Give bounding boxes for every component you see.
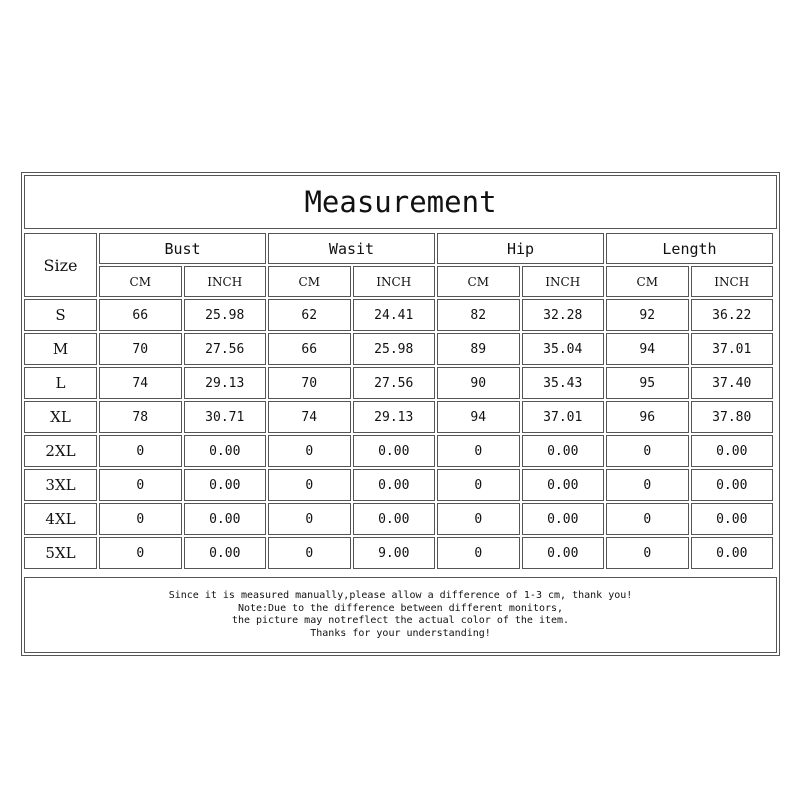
cm-value-cell: 70 [268,367,351,399]
size-cell: 2XL [24,435,97,467]
inch-value-cell: 0.00 [522,435,605,467]
table-row [24,503,773,535]
disclaimer-note [24,577,777,653]
cm-value-cell: 94 [606,333,689,365]
size-chart [21,172,780,656]
cm-value-cell: 0 [268,537,351,569]
cm-value-cell: 0 [437,503,520,535]
inch-value-cell: 32.28 [522,299,605,331]
cm-value-cell: 66 [268,333,351,365]
table-row [24,435,773,467]
inch-value-cell: 0.00 [184,469,267,501]
unit-header-cm: CM [99,266,182,297]
inch-value-cell: 29.13 [353,401,436,433]
cm-value-cell: 0 [606,469,689,501]
inch-value-cell: 37.80 [691,401,774,433]
cm-value-cell: 0 [99,503,182,535]
group-header-hip: Hip [437,233,604,264]
chart-title: Measurement [24,175,777,229]
cm-value-cell: 96 [606,401,689,433]
unit-header-inch: INCH [184,266,267,297]
cm-value-cell: 0 [437,537,520,569]
cm-value-cell: 95 [606,367,689,399]
inch-value-cell: 0.00 [353,469,436,501]
cm-value-cell: 89 [437,333,520,365]
cm-value-cell: 90 [437,367,520,399]
unit-header-inch: INCH [353,266,436,297]
inch-value-cell: 9.00 [353,537,436,569]
inch-value-cell: 27.56 [184,333,267,365]
table-row [24,401,773,433]
inch-value-cell: 0.00 [184,537,267,569]
group-header-bust: Bust [99,233,266,264]
table-row [24,469,773,501]
cm-value-cell: 70 [99,333,182,365]
inch-value-cell: 37.01 [522,401,605,433]
size-column-header: Size [24,233,97,297]
cm-value-cell: 0 [99,435,182,467]
cm-value-cell: 0 [268,469,351,501]
inch-value-cell: 29.13 [184,367,267,399]
inch-value-cell: 25.98 [353,333,436,365]
cm-value-cell: 94 [437,401,520,433]
table-row [24,299,773,331]
note-line: Thanks for your understanding! [310,627,491,639]
cm-value-cell: 82 [437,299,520,331]
size-cell: 5XL [24,537,97,569]
inch-value-cell: 25.98 [184,299,267,331]
cm-value-cell: 74 [99,367,182,399]
inch-value-cell: 36.22 [691,299,774,331]
inch-value-cell: 0.00 [691,503,774,535]
cm-value-cell: 78 [99,401,182,433]
size-cell: S [24,299,97,331]
group-header-waist: Wasit [268,233,435,264]
size-cell: M [24,333,97,365]
inch-value-cell: 0.00 [353,435,436,467]
inch-value-cell: 0.00 [691,435,774,467]
inch-value-cell: 0.00 [184,435,267,467]
unit-header-row [24,266,773,297]
inch-value-cell: 30.71 [184,401,267,433]
table-row [24,367,773,399]
inch-value-cell: 35.43 [522,367,605,399]
cm-value-cell: 0 [268,503,351,535]
unit-header-inch: INCH [522,266,605,297]
inch-value-cell: 0.00 [522,469,605,501]
size-cell: 3XL [24,469,97,501]
unit-header-cm: CM [437,266,520,297]
size-cell: L [24,367,97,399]
cm-value-cell: 66 [99,299,182,331]
inch-value-cell: 35.04 [522,333,605,365]
cm-value-cell: 0 [268,435,351,467]
measurement-table [22,231,775,571]
cm-value-cell: 0 [606,503,689,535]
group-header-row [24,233,773,264]
cm-value-cell: 74 [268,401,351,433]
note-line: the picture may notreflect the actual color of the item. [231,615,570,626]
note-line: Since it is measured manually,please allow a difference of 1-3 cm, thank you! [168,590,633,601]
inch-value-cell: 0.00 [353,503,436,535]
note-line: Note:Due to the difference between different monitors, [237,602,564,614]
cm-value-cell: 0 [437,469,520,501]
table-row [24,333,773,365]
inch-value-cell: 0.00 [522,537,605,569]
unit-header-inch: INCH [691,266,774,297]
unit-header-cm: CM [606,266,689,297]
size-cell: 4XL [24,503,97,535]
inch-value-cell: 37.40 [691,367,774,399]
cm-value-cell: 62 [268,299,351,331]
group-header-length: Length [606,233,773,264]
size-cell: XL [24,401,97,433]
inch-value-cell: 0.00 [184,503,267,535]
inch-value-cell: 0.00 [691,469,774,501]
unit-header-cm: CM [268,266,351,297]
cm-value-cell: 0 [99,537,182,569]
cm-value-cell: 0 [99,469,182,501]
size-chart-inner [24,175,777,653]
cm-value-cell: 92 [606,299,689,331]
cm-value-cell: 0 [437,435,520,467]
inch-value-cell: 27.56 [353,367,436,399]
inch-value-cell: 37.01 [691,333,774,365]
inch-value-cell: 0.00 [691,537,774,569]
cm-value-cell: 0 [606,435,689,467]
inch-value-cell: 24.41 [353,299,436,331]
cm-value-cell: 0 [606,537,689,569]
table-row [24,537,773,569]
inch-value-cell: 0.00 [522,503,605,535]
